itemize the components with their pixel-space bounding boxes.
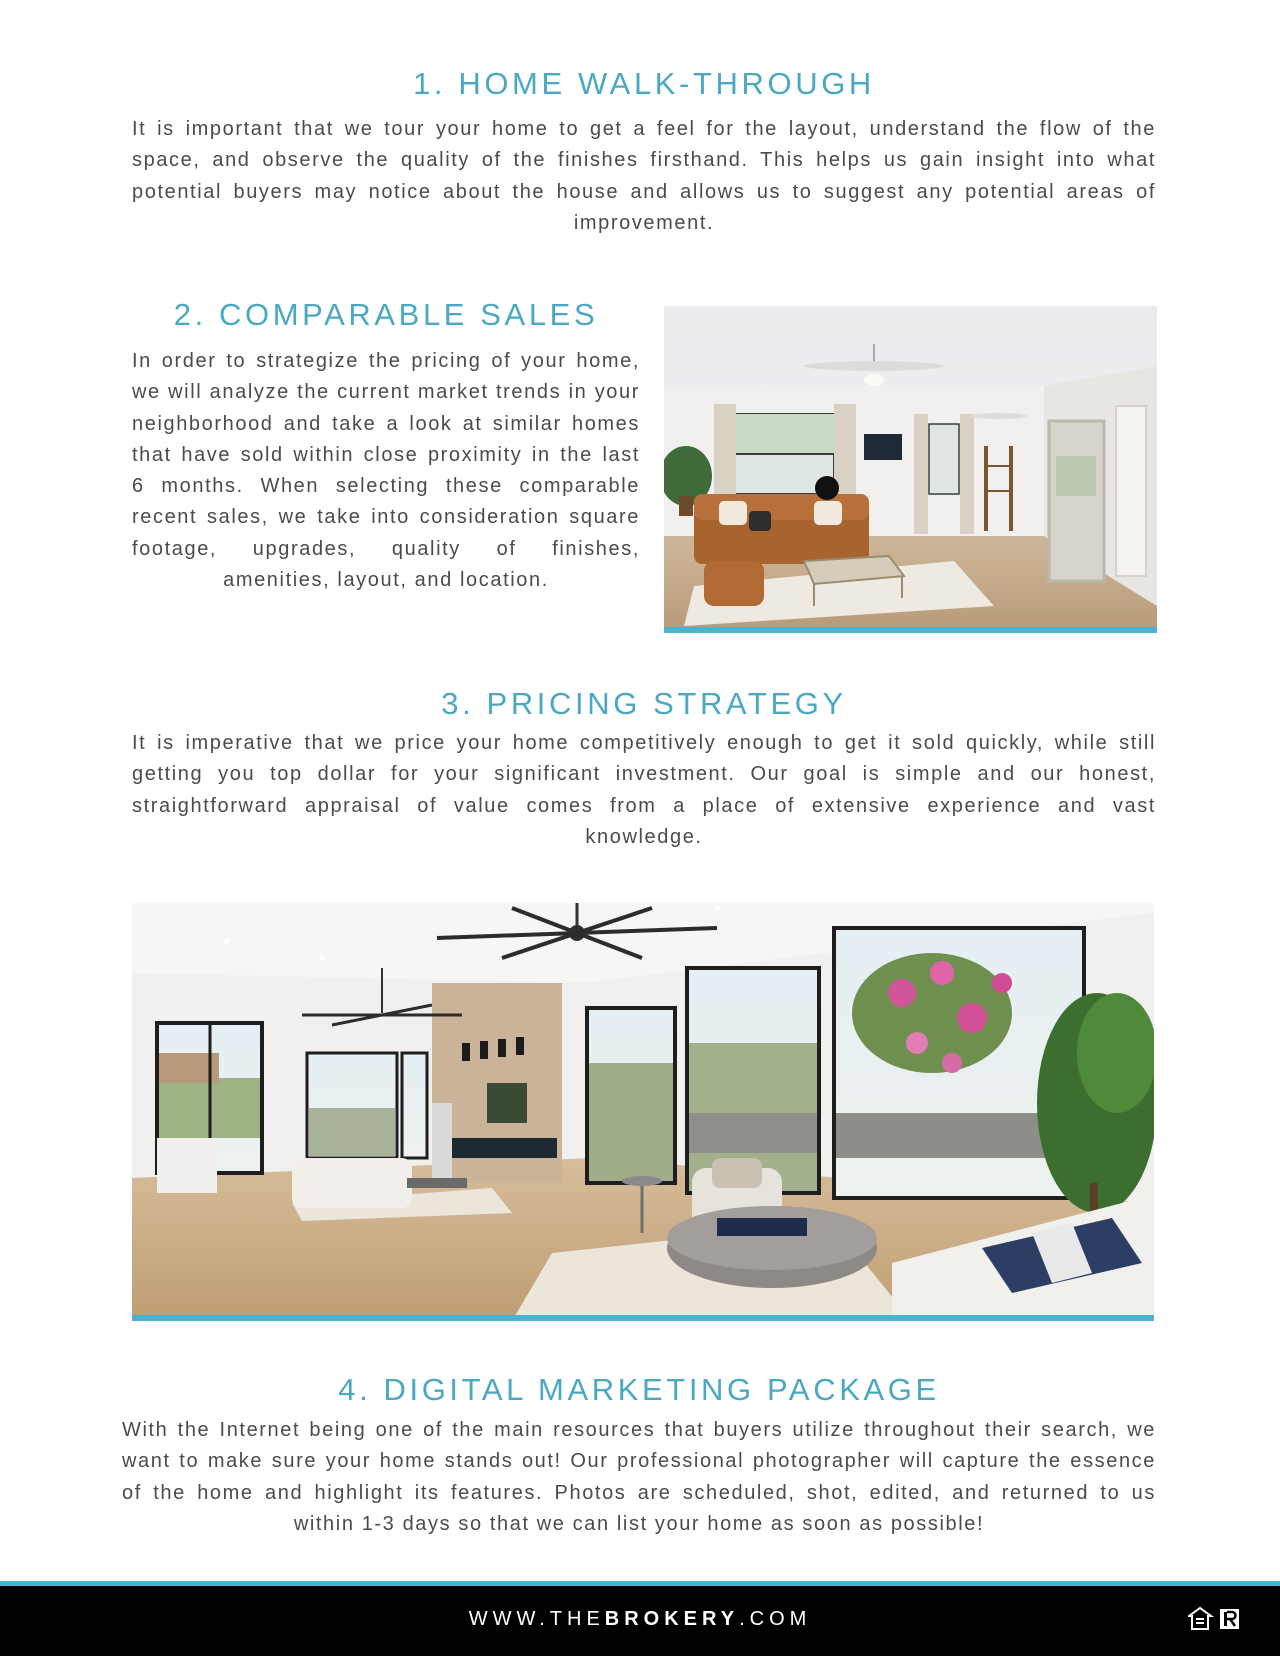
section-text-marketing: With the Internet being one of the main resources that buyers utilize throughout their search, we want to make sure your home stands out! Our professional photographer will capture the essence of the home and highlight its features. Photos are scheduled, shot, edited, and returned to us within 1-3 days so that we can list your home as soon as possible! (122, 1419, 1156, 1535)
website-link[interactable] (0, 1608, 1280, 1631)
footer-icons (1188, 1606, 1242, 1632)
equal-housing-icon (1189, 1608, 1211, 1629)
footer (0, 1586, 1280, 1656)
section-text-walkthrough: It is important that we tour your home to get a feel for the layout, understand the flow of the space, and observe the quality of the finishes firsthand. This helps us gain insight into what potential buyers may notice about the house and allows us to suggest any potential areas of improvement. (132, 118, 1156, 234)
section-text-comparable: In order to strategize the pricing of your home, we will analyze the current market trends in your neighborhood and take a look at similar homes that have sold within close proximity in the last 6 months. When selecting these comparable recent sales, we take into consideration square footage, upgrades, quality of finishes, amenities, layout, and location. (132, 350, 640, 592)
realtor-icon (1220, 1609, 1239, 1629)
section-heading-pricing: 3. PRICING STRATEGY (441, 686, 847, 721)
section-text-pricing: It is imperative that we price your home competitively enough to get it sold quickly, while still getting you top dollar for your significant investment. Our goal is simple and our honest, straightforward appraisal of value comes from a place of extensive experience and vast knowledge. (132, 732, 1156, 848)
living-room-photo (664, 306, 1157, 633)
section-heading-comparable: 2. COMPARABLE SALES (173, 297, 599, 332)
photo-accent-bar (132, 1315, 1154, 1321)
photo-accent-bar (664, 627, 1157, 633)
website-url-prefix: WWW.THE (468, 1608, 605, 1630)
section-heading-walkthrough: 1. HOME WALK-THROUGH (413, 66, 875, 101)
great-room-photo (132, 903, 1154, 1321)
website-url-suffix: .COM (739, 1608, 812, 1630)
section-heading-marketing: 4. DIGITAL MARKETING PACKAGE (338, 1372, 940, 1407)
website-url-brand: BROKERY (604, 1608, 740, 1630)
